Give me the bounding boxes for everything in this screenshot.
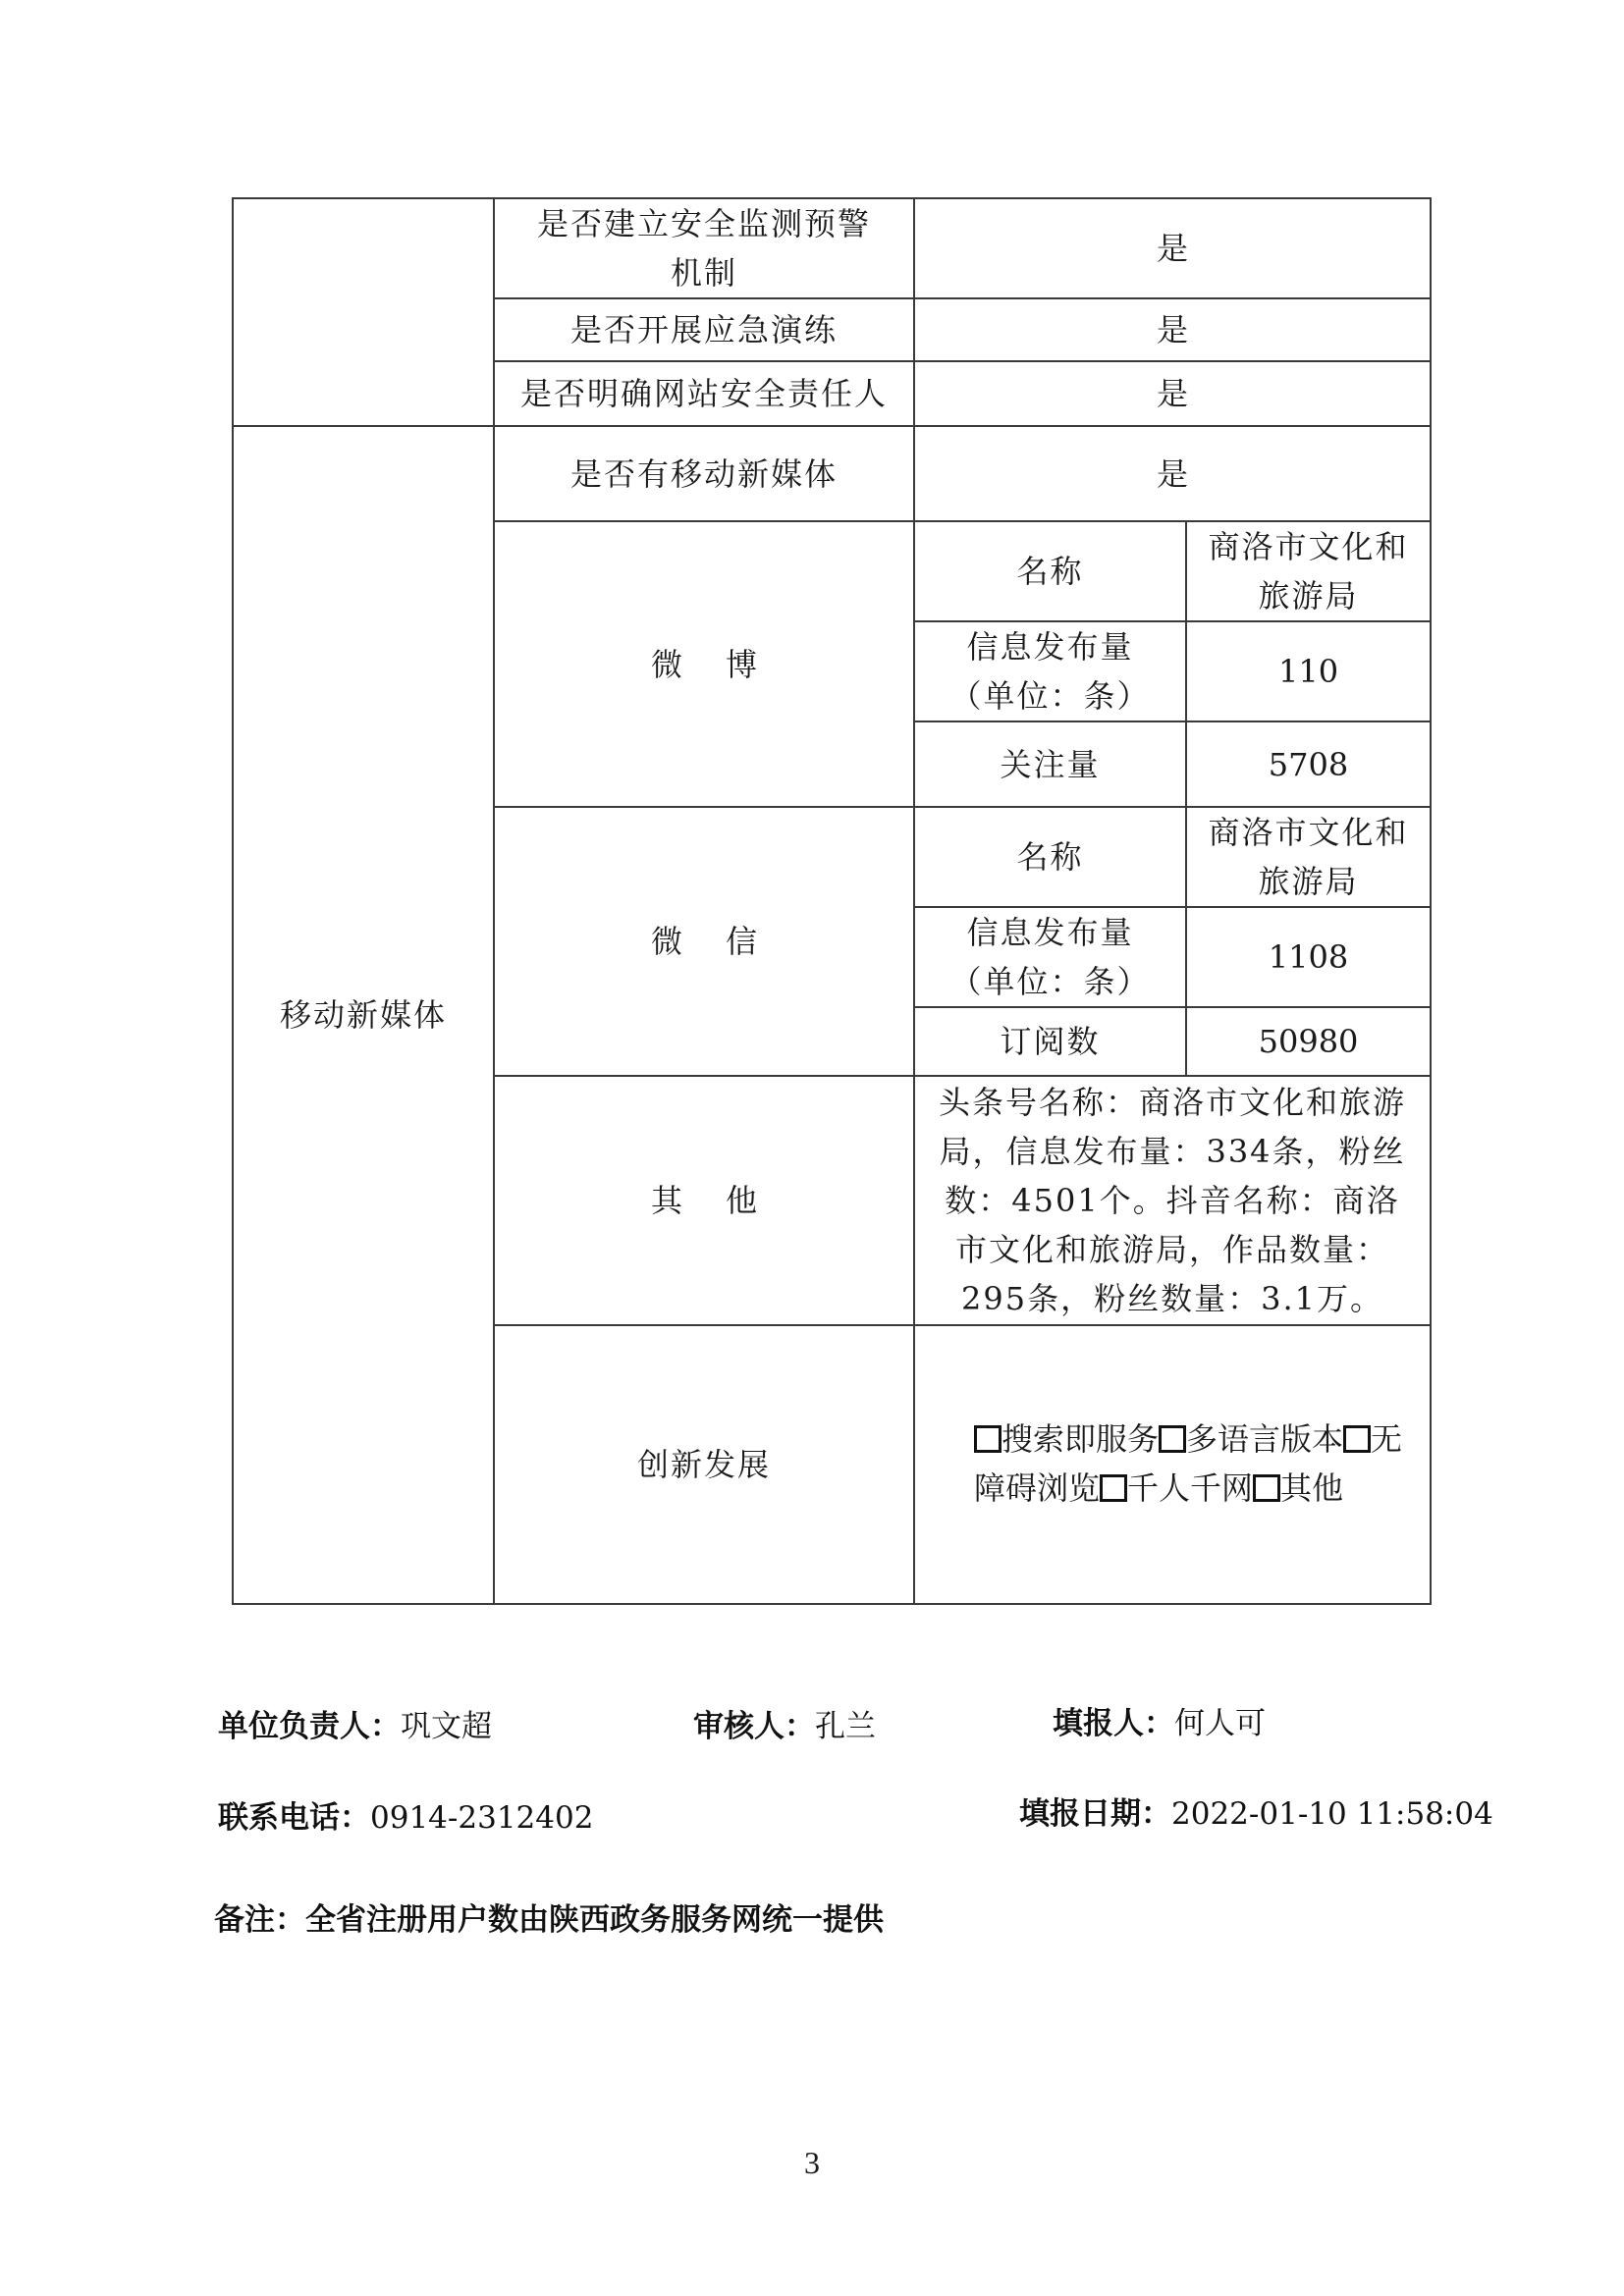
- innovation-option-label: 千人千网: [1127, 1469, 1254, 1507]
- fill-date: [1019, 1789, 1493, 1833]
- reviewer-label: 审核人：: [693, 1709, 815, 1744]
- security-monitoring-label: 是否建立安全监测预警机制: [494, 198, 914, 298]
- wechat-label-b: 信: [726, 923, 758, 960]
- mobile-media-section-label: 移动新媒体: [233, 426, 494, 1604]
- filler-label: 填报人：: [1053, 1706, 1174, 1741]
- weibo-followers-value: 5708: [1186, 721, 1431, 807]
- weibo-followers-label: 关注量: [914, 721, 1186, 807]
- innovation-option-label: 多语言版本: [1186, 1420, 1344, 1458]
- security-owner-value: 是: [914, 361, 1431, 426]
- fill-date-value: 2022-01-10 11:58:04: [1171, 1796, 1493, 1832]
- weibo-label: [494, 521, 914, 807]
- unit-head: [218, 1701, 492, 1745]
- unit-head-label: 单位负责人：: [218, 1709, 401, 1744]
- wechat-posts-label: 信息发布量（单位：条）: [914, 907, 1186, 1007]
- phone: [218, 1792, 593, 1837]
- wechat-name-value: 商洛市文化和旅游局: [1186, 807, 1431, 907]
- filler-value: 何人可: [1174, 1706, 1266, 1741]
- wechat-label: [494, 807, 914, 1076]
- weibo-name-value: 商洛市文化和旅游局: [1186, 521, 1431, 621]
- wechat-subscribers-value: 50980: [1186, 1007, 1431, 1076]
- innovation-option-5[interactable]: [1253, 1469, 1343, 1507]
- security-section-cell: [233, 198, 494, 426]
- emergency-drill-label: 是否开展应急演练: [494, 298, 914, 361]
- reviewer-value: 孔兰: [815, 1709, 876, 1744]
- wechat-name-label: 名称: [914, 807, 1186, 907]
- wechat-subscribers-label: 订阅数: [914, 1007, 1186, 1076]
- emergency-drill-value: 是: [914, 298, 1431, 361]
- weibo-label-b: 博: [726, 645, 758, 683]
- innovation-option-4[interactable]: [1100, 1469, 1253, 1507]
- wechat-posts-value: 1108: [1186, 907, 1431, 1007]
- innovation-option-label: 搜索即服务: [1001, 1420, 1160, 1458]
- has-mobile-media-value: 是: [914, 426, 1431, 521]
- weibo-posts-value: 110: [1186, 621, 1431, 721]
- innovation-option-2[interactable]: [1159, 1420, 1343, 1458]
- other-text: 头条号名称：商洛市文化和旅游局，信息发布量：334条，粉丝数：4501个。抖音名称：商洛市文化和旅游局，作品数量：295条，粉丝数量：3.1万。: [914, 1076, 1431, 1325]
- innovation-options: [914, 1325, 1431, 1604]
- checkbox-icon[interactable]: [1100, 1474, 1127, 1502]
- filler: [1053, 1698, 1266, 1742]
- weibo-posts-label: 信息发布量（单位：条）: [914, 621, 1186, 721]
- innovation-section-label: 创新发展: [494, 1325, 914, 1604]
- other-label-b: 他: [726, 1182, 758, 1219]
- page-number: 3: [804, 2145, 820, 2180]
- phone-value: 0914-2312402: [370, 1800, 594, 1836]
- other-label-a: 其: [650, 1182, 682, 1219]
- checkbox-icon[interactable]: [974, 1425, 1001, 1453]
- reviewer: [693, 1701, 876, 1745]
- innovation-option-label: 其他: [1280, 1469, 1344, 1507]
- checkbox-icon[interactable]: [1343, 1425, 1371, 1453]
- weibo-name-label: 名称: [914, 521, 1186, 621]
- unit-head-value: 巩文超: [401, 1709, 492, 1744]
- note: 备注：全省注册用户数由陕西政务服务网统一提供: [214, 1902, 884, 1938]
- checkbox-icon[interactable]: [1159, 1425, 1186, 1453]
- innovation-option-label: 无障碍浏览: [974, 1420, 1403, 1507]
- phone-label: 联系电话：: [218, 1800, 370, 1836]
- other-label: [494, 1076, 914, 1325]
- report-table: [232, 197, 1432, 1605]
- security-owner-label: 是否明确网站安全责任人: [494, 361, 914, 426]
- checkbox-icon[interactable]: [1253, 1474, 1280, 1502]
- wechat-label-a: 微: [650, 923, 682, 960]
- security-monitoring-value: 是: [914, 198, 1431, 298]
- weibo-label-a: 微: [650, 645, 682, 683]
- fill-date-label: 填报日期：: [1019, 1796, 1171, 1832]
- has-mobile-media-label: 是否有移动新媒体: [494, 426, 914, 521]
- innovation-option-1[interactable]: [974, 1420, 1159, 1458]
